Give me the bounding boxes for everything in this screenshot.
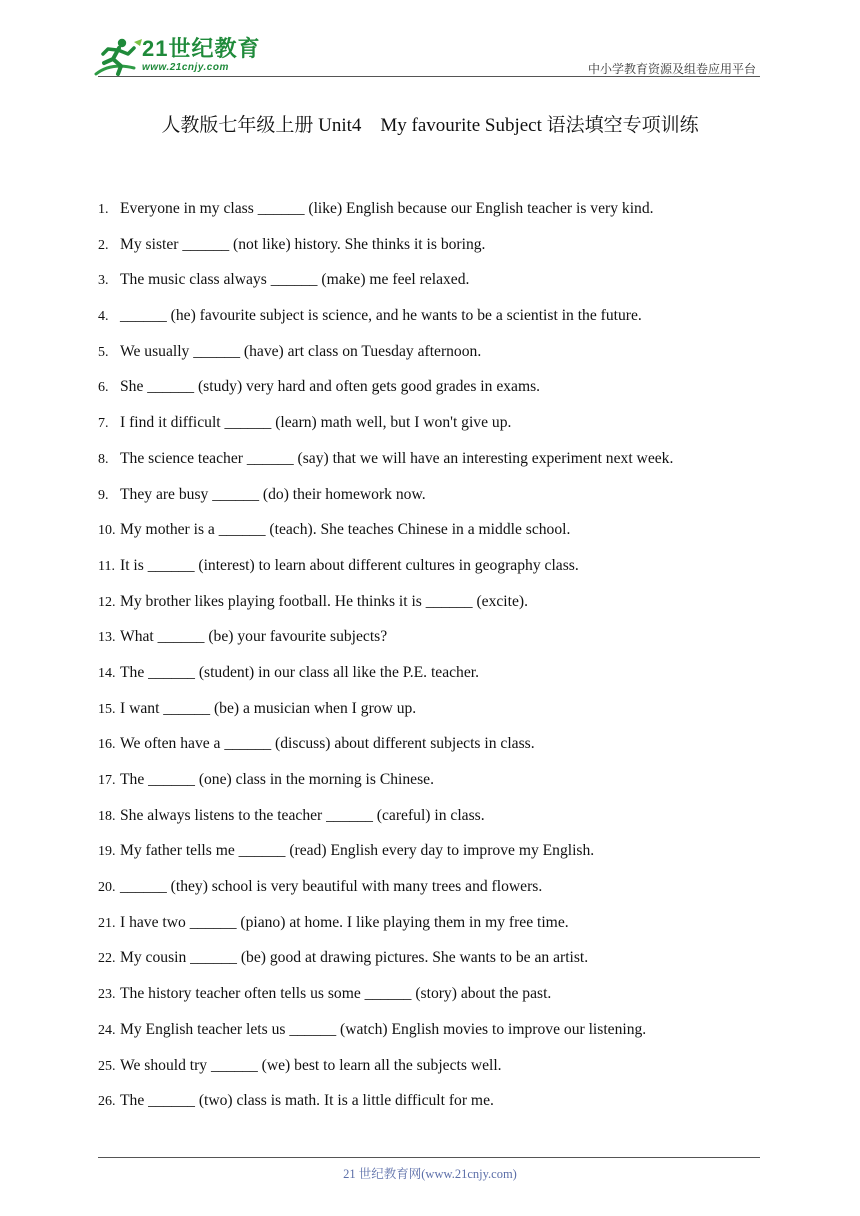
question-item xyxy=(98,876,778,912)
question-text: They are busy ______ (do) their homework now. xyxy=(120,485,426,503)
logo-text: 21世纪教育 xyxy=(142,36,261,61)
question-item xyxy=(98,555,778,591)
question-number: 10. xyxy=(98,523,116,539)
logo-url: www.21cnjy.com xyxy=(142,62,229,73)
question-text: I have two ______ (piano) at home. I like playing them in my free time. xyxy=(120,913,569,931)
page-title: 人教版七年级上册 Unit4 My favourite Subject 语法填空专项训练 xyxy=(161,115,699,136)
question-text: We often have a ______ (discuss) about different subjects in class. xyxy=(120,735,535,753)
question-item xyxy=(98,1090,778,1126)
question-number: 15. xyxy=(98,701,116,717)
question-item xyxy=(98,626,778,662)
question-text: My brother likes playing football. He thinks it is ______ (excite). xyxy=(120,592,528,610)
question-item xyxy=(98,519,778,555)
question-number: 2. xyxy=(98,237,109,253)
question-item xyxy=(98,698,778,734)
question-item xyxy=(98,947,778,983)
question-number: 21. xyxy=(98,915,116,931)
question-text: I find it difficult ______ (learn) math well, but I won't give up. xyxy=(120,414,512,432)
question-item xyxy=(98,341,778,377)
question-number: 19. xyxy=(98,844,116,860)
question-number: 18. xyxy=(98,808,116,824)
question-number: 3. xyxy=(98,273,109,289)
question-number: 16. xyxy=(98,737,116,753)
question-item xyxy=(98,662,778,698)
question-item xyxy=(98,912,778,948)
question-number: 23. xyxy=(98,987,116,1003)
question-number: 25. xyxy=(98,1058,116,1074)
question-number: 13. xyxy=(98,630,116,646)
question-number: 8. xyxy=(98,451,109,467)
question-number: 7. xyxy=(98,416,109,432)
question-item xyxy=(98,733,778,769)
question-item xyxy=(98,234,778,270)
question-text: My mother is a ______ (teach). She teaches Chinese in a middle school. xyxy=(120,521,571,539)
question-item xyxy=(98,305,778,341)
header-divider xyxy=(98,76,760,77)
question-number: 4. xyxy=(98,309,109,325)
question-text: ______ (they) school is very beautiful with many trees and flowers. xyxy=(120,878,543,896)
question-number: 22. xyxy=(98,951,116,967)
question-item xyxy=(98,412,778,448)
question-item xyxy=(98,805,778,841)
question-number: 26. xyxy=(98,1094,116,1110)
footer-divider xyxy=(98,1157,760,1158)
question-item xyxy=(98,269,778,305)
question-number: 20. xyxy=(98,880,116,896)
platform-tagline: 中小学教育资源及组卷应用平台 xyxy=(587,62,756,76)
site-logo xyxy=(92,36,262,78)
question-text: We should try ______ (we) best to learn all the subjects well. xyxy=(120,1056,502,1074)
question-text: The history teacher often tells us some ______ (story) about the past. xyxy=(120,985,552,1003)
page-footer: 21 世纪教育网(www.21cnjy.com) xyxy=(343,1167,517,1181)
question-number: 1. xyxy=(98,202,109,217)
question-number: 5. xyxy=(98,344,109,360)
question-text: The music class always ______ (make) me feel relaxed. xyxy=(120,271,470,289)
question-number: 6. xyxy=(98,380,109,396)
question-text: Everyone in my class ______ (like) English because our English teacher is very kind. xyxy=(120,200,654,217)
question-item xyxy=(98,591,778,627)
question-item xyxy=(98,983,778,1019)
question-text: It is ______ (interest) to learn about different cultures in geography class. xyxy=(120,556,579,574)
question-text: She always listens to the teacher ______ (careful) in class. xyxy=(120,806,485,824)
question-text: My English teacher lets us ______ (watch) English movies to improve our listening. xyxy=(120,1020,647,1038)
question-item xyxy=(98,1055,778,1091)
question-item xyxy=(98,448,778,484)
question-number: 9. xyxy=(98,487,109,503)
question-text: The ______ (one) class in the morning is Chinese. xyxy=(120,771,434,788)
question-item xyxy=(98,198,778,234)
page-header xyxy=(0,0,860,80)
question-item xyxy=(98,484,778,520)
question-number: 14. xyxy=(98,665,116,681)
question-text: She ______ (study) very hard and often gets good grades in exams. xyxy=(120,378,541,396)
question-number: 11. xyxy=(98,558,115,574)
question-number: 17. xyxy=(98,773,116,788)
question-text: My father tells me ______ (read) English every day to improve my English. xyxy=(120,842,595,860)
question-text: My sister ______ (not like) history. She thinks it is boring. xyxy=(120,235,486,253)
question-text: ______ (he) favourite subject is science, and he wants to be a scientist in the future. xyxy=(120,307,642,325)
question-text: The science teacher ______ (say) that we will have an interesting experiment next week. xyxy=(120,449,674,467)
question-list xyxy=(98,198,778,1126)
question-item xyxy=(98,840,778,876)
question-text: I want ______ (be) a musician when I grow up. xyxy=(120,699,417,717)
question-text: My cousin ______ (be) good at drawing pictures. She wants to be an artist. xyxy=(120,949,589,967)
question-text: We usually ______ (have) art class on Tuesday afternoon. xyxy=(120,342,482,360)
question-text: The ______ (two) class is math. It is a little difficult for me. xyxy=(120,1092,494,1110)
question-item xyxy=(98,1019,778,1055)
question-item xyxy=(98,376,778,412)
question-item xyxy=(98,769,778,805)
question-text: What ______ (be) your favourite subjects? xyxy=(120,628,388,646)
question-number: 24. xyxy=(98,1022,116,1038)
question-number: 12. xyxy=(98,594,116,610)
running-figure-icon xyxy=(92,36,144,78)
question-text: The ______ (student) in our class all like the P.E. teacher. xyxy=(120,663,479,681)
